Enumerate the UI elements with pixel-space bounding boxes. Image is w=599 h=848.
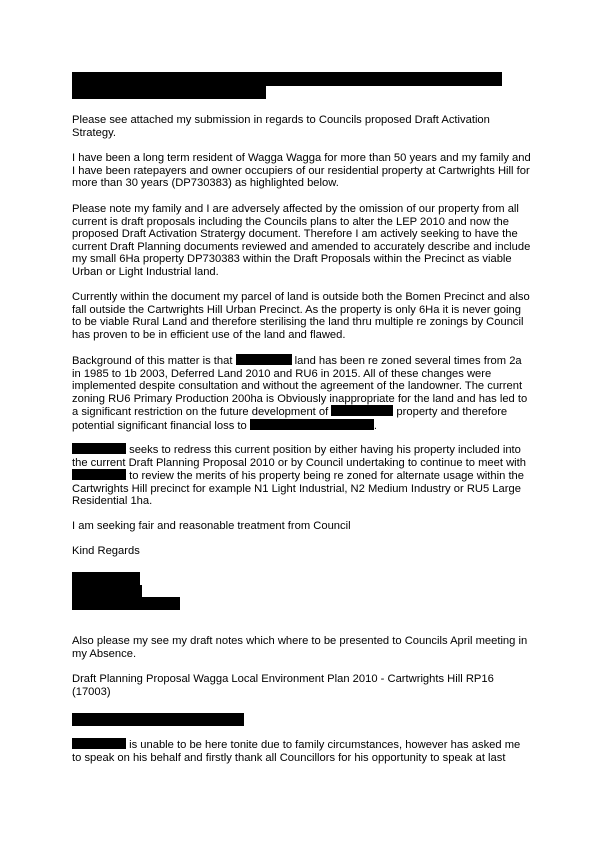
redacted-header-line-1: [72, 72, 502, 86]
background-text-a: Background of this matter is that: [72, 355, 236, 367]
redacted-heading: [72, 713, 244, 726]
redacted-name: [72, 469, 126, 480]
precinct-paragraph: Currently within the document my parcel of land is outside both the Bomen Precinct and also fall outside the Cartwrights Hill Urban Precinct. As the property is only 6Ha it is never going to be viable Rural Land and therefore sterilising the land thru multiple re zonings by Council has proven to be in efficient use of the land and flawed.: [72, 291, 530, 341]
background-paragraph: [72, 354, 532, 432]
background-text-b: land has been re zoned several times from 2a in 1985 to 1b 2003, Deferred Land 2010 and RU6 in 2015. All of these changes were implemented despite consultation and without the agreement of the landowner. The current zoning RU6 Primary Production 200ha is Obviously inappropriate for the land and has led to a significant restriction on the future development of: [72, 355, 528, 418]
speaker-text: is unable to be here tonite due to family circumstances, however has asked me to speak on his behalf and firstly thank all Councillors for his opportunity to speak at last: [72, 739, 521, 764]
intro-paragraph: Please see attached my submission in regards to Councils proposed Draft Activation Strategy.: [72, 114, 490, 139]
draft-notes-paragraph: Also please my see my draft notes which where to be presented to Councils April meeting in my Absence.: [72, 635, 528, 660]
signoff: Kind Regards: [72, 545, 140, 557]
background-text-c: property and therefore potential significant financial loss to: [72, 406, 508, 432]
fair-treatment-paragraph: I am seeking fair and reasonable treatment from Council: [72, 520, 351, 532]
affected-paragraph: Please note my family and I are adversely affected by the omission of our property from all current is draft proposals including the Councils plans to alter the LEP 2010 and now the proposed Draft Activation Stratergy document. Therefore I am actively seeking to have the current Draft Planning documents reviewed and amended to accurately describe and include my small 6Ha property DP730383 within the Draft Proposals within the Precinct as viable Urban or Light Industrial land.: [72, 203, 531, 278]
residency-paragraph: I have been a long term resident of Wagga Wagga for more than 50 years and my family and I have been ratepayers and owner occupiers of our residential property at Cartwrights Hill for more than 30 years (DP730383) as highlighted below.: [72, 152, 531, 189]
proposal-heading: Draft Planning Proposal Wagga Local Environment Plan 2010 - Cartwrights Hill RP16 (17003): [72, 673, 494, 698]
redress-text-b: to review the merits of his property being re zoned for alternate usage within the Cartwrights Hill precinct for example N1 Light Industrial, N2 Medium Industry or RU5 Large Residential 1ha.: [72, 470, 524, 507]
redacted-name: [236, 354, 292, 365]
redacted-signature-line-1: [72, 572, 140, 586]
redacted-name: [72, 443, 126, 454]
background-text-d: .: [373, 419, 377, 432]
redacted-header-line-2: [72, 86, 266, 99]
speaker-paragraph: [72, 738, 532, 764]
redacted-name: [72, 738, 126, 749]
redacted-name: [250, 419, 374, 430]
redacted-name: [331, 405, 393, 416]
redress-text-a: seeks to redress this current position by either having his property included into the current Draft Planning Proposal 2010 or by Council undertaking to continue to meet with: [72, 444, 526, 469]
redress-paragraph: [72, 443, 532, 508]
redacted-signature-line-3: [72, 597, 180, 610]
